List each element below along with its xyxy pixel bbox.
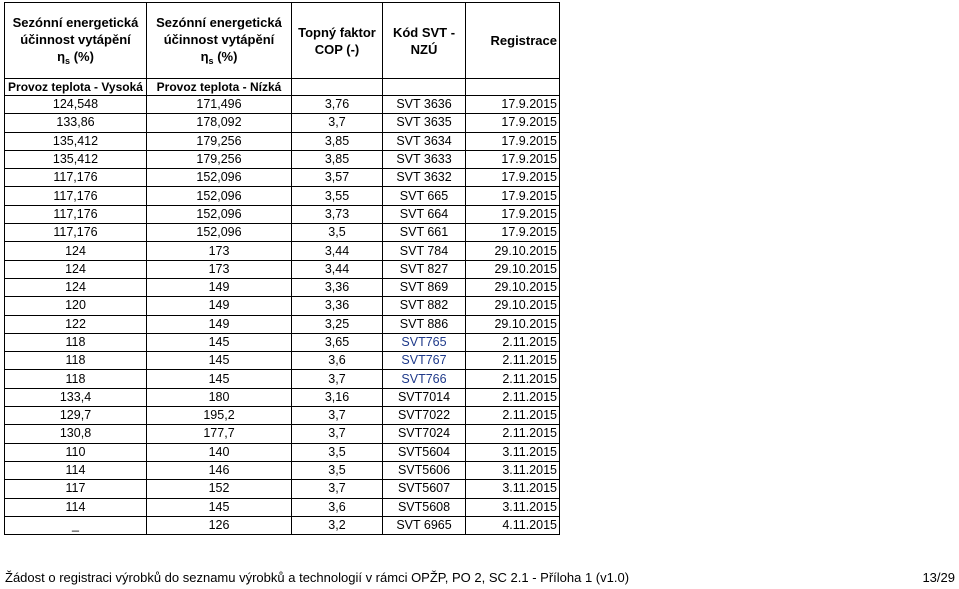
cell-efficiency-high: 124 xyxy=(5,278,147,296)
cell-svt-code: SVT5608 xyxy=(383,498,466,516)
cell-cop: 3,7 xyxy=(292,480,383,498)
cell-efficiency-high: 117,176 xyxy=(5,224,147,242)
subheader-low-temp: Provoz teplota - Nízká xyxy=(147,79,292,96)
cell-registration-date: 3.11.2015 xyxy=(466,461,560,479)
cell-efficiency-low: 149 xyxy=(147,278,292,296)
cell-cop: 3,7 xyxy=(292,425,383,443)
table-row xyxy=(5,297,560,315)
cell-efficiency-low: 146 xyxy=(147,461,292,479)
subheader-empty xyxy=(466,79,560,96)
cell-efficiency-low: 152,096 xyxy=(147,169,292,187)
cell-registration-date: 2.11.2015 xyxy=(466,407,560,425)
table-row xyxy=(5,461,560,479)
cell-svt-code: SVT 827 xyxy=(383,260,466,278)
subheader-empty xyxy=(292,79,383,96)
cell-registration-date: 17.9.2015 xyxy=(466,114,560,132)
cell-svt-code: SVT7024 xyxy=(383,425,466,443)
table-row xyxy=(5,114,560,132)
cell-efficiency-low: 145 xyxy=(147,352,292,370)
cell-svt-code: SVT5604 xyxy=(383,443,466,461)
cell-registration-date: 17.9.2015 xyxy=(466,132,560,150)
cell-efficiency-low: 179,256 xyxy=(147,150,292,168)
cell-efficiency-high: 130,8 xyxy=(5,425,147,443)
table-row xyxy=(5,352,560,370)
cell-cop: 3,85 xyxy=(292,150,383,168)
cell-efficiency-low: 180 xyxy=(147,388,292,406)
cell-svt-code[interactable]: SVT767 xyxy=(383,352,466,370)
cell-svt-code: SVT 665 xyxy=(383,187,466,205)
cell-efficiency-low: 152,096 xyxy=(147,224,292,242)
cell-svt-code: SVT 3634 xyxy=(383,132,466,150)
cell-registration-date: 3.11.2015 xyxy=(466,443,560,461)
cell-efficiency-low: 178,092 xyxy=(147,114,292,132)
cell-svt-code: SVT 869 xyxy=(383,278,466,296)
cell-efficiency-high: 110 xyxy=(5,443,147,461)
cell-cop: 3,57 xyxy=(292,169,383,187)
table-row xyxy=(5,516,560,534)
subheader-high-temp: Provoz teplota - Vysoká xyxy=(5,79,147,96)
cell-efficiency-low: 177,7 xyxy=(147,425,292,443)
cell-svt-code: SVT 886 xyxy=(383,315,466,333)
header-registration: Registrace xyxy=(466,3,560,79)
table-row xyxy=(5,370,560,388)
table-row xyxy=(5,480,560,498)
header-seasonal-efficiency-low: Sezónní energetická účinnost vytápění $\eta_s$ (%) xyxy=(147,3,292,79)
table-row xyxy=(5,425,560,443)
cell-registration-date: 2.11.2015 xyxy=(466,425,560,443)
cell-efficiency-high: 117,176 xyxy=(5,169,147,187)
footer-document-title: Žádost o registraci výrobků do seznamu výrobků a technologií v rámci OPŽP, PO 2, SC 2.1 - Příloha 1 (v1.0) xyxy=(5,570,630,585)
cell-cop: 3,36 xyxy=(292,297,383,315)
table-row xyxy=(5,315,560,333)
cell-registration-date: 17.9.2015 xyxy=(466,96,560,114)
cell-cop: 3,2 xyxy=(292,516,383,534)
table-row xyxy=(5,224,560,242)
cell-efficiency-low: 149 xyxy=(147,297,292,315)
cell-efficiency-low: 152,096 xyxy=(147,205,292,223)
cell-efficiency-high: 117 xyxy=(5,480,147,498)
cell-registration-date: 17.9.2015 xyxy=(466,205,560,223)
cell-cop: 3,55 xyxy=(292,187,383,205)
cell-registration-date: 4.11.2015 xyxy=(466,516,560,534)
cell-svt-code: SVT 6965 xyxy=(383,516,466,534)
cell-efficiency-low: 145 xyxy=(147,498,292,516)
cell-registration-date: 2.11.2015 xyxy=(466,333,560,351)
table-row xyxy=(5,205,560,223)
cell-efficiency-high: 118 xyxy=(5,352,147,370)
cell-cop: 3,6 xyxy=(292,498,383,516)
cell-efficiency-low: 179,256 xyxy=(147,132,292,150)
cell-registration-date: 17.9.2015 xyxy=(466,187,560,205)
cell-efficiency-low: 152 xyxy=(147,480,292,498)
cell-efficiency-high: 124 xyxy=(5,242,147,260)
cell-cop: 3,73 xyxy=(292,205,383,223)
energy-efficiency-table xyxy=(4,2,560,535)
cell-svt-code: SVT 3635 xyxy=(383,114,466,132)
cell-efficiency-high: _ xyxy=(5,516,147,534)
cell-cop: 3,76 xyxy=(292,96,383,114)
cell-efficiency-high: 118 xyxy=(5,370,147,388)
cell-svt-code: SVT 3636 xyxy=(383,96,466,114)
cell-efficiency-high: 122 xyxy=(5,315,147,333)
cell-registration-date: 2.11.2015 xyxy=(466,352,560,370)
table-row xyxy=(5,150,560,168)
cell-efficiency-high: 135,412 xyxy=(5,132,147,150)
cell-efficiency-low: 173 xyxy=(147,242,292,260)
cell-efficiency-low: 149 xyxy=(147,315,292,333)
cell-svt-code[interactable]: SVT765 xyxy=(383,333,466,351)
table-row xyxy=(5,333,560,351)
cell-registration-date: 29.10.2015 xyxy=(466,260,560,278)
cell-efficiency-low: 140 xyxy=(147,443,292,461)
cell-efficiency-high: 114 xyxy=(5,461,147,479)
footer-page-number: 13/29 xyxy=(922,570,955,585)
cell-cop: 3,7 xyxy=(292,370,383,388)
cell-cop: 3,7 xyxy=(292,407,383,425)
cell-cop: 3,44 xyxy=(292,260,383,278)
cell-svt-code: SVT 3632 xyxy=(383,169,466,187)
header-seasonal-efficiency-high: Sezónní energetická účinnost vytápění $\eta_s$ (%) xyxy=(5,3,147,79)
cell-cop: 3,36 xyxy=(292,278,383,296)
cell-cop: 3,25 xyxy=(292,315,383,333)
cell-efficiency-high: 133,4 xyxy=(5,388,147,406)
cell-efficiency-high: 118 xyxy=(5,333,147,351)
cell-efficiency-high: 124,548 xyxy=(5,96,147,114)
table-row xyxy=(5,187,560,205)
cell-efficiency-high: 129,7 xyxy=(5,407,147,425)
cell-efficiency-high: 120 xyxy=(5,297,147,315)
cell-registration-date: 3.11.2015 xyxy=(466,498,560,516)
cell-efficiency-low: 173 xyxy=(147,260,292,278)
cell-svt-code: SVT 3633 xyxy=(383,150,466,168)
table-row xyxy=(5,169,560,187)
cell-efficiency-low: 152,096 xyxy=(147,187,292,205)
cell-registration-date: 29.10.2015 xyxy=(466,297,560,315)
cell-efficiency-high: 117,176 xyxy=(5,187,147,205)
cell-cop: 3,6 xyxy=(292,352,383,370)
cell-svt-code: SVT 882 xyxy=(383,297,466,315)
cell-cop: 3,44 xyxy=(292,242,383,260)
cell-registration-date: 29.10.2015 xyxy=(466,315,560,333)
cell-svt-code: SVT5606 xyxy=(383,461,466,479)
cell-cop: 3,65 xyxy=(292,333,383,351)
table-row xyxy=(5,242,560,260)
cell-registration-date: 17.9.2015 xyxy=(466,150,560,168)
cell-registration-date: 17.9.2015 xyxy=(466,169,560,187)
cell-svt-code: SVT 784 xyxy=(383,242,466,260)
cell-registration-date: 29.10.2015 xyxy=(466,278,560,296)
table-row xyxy=(5,132,560,150)
cell-efficiency-low: 171,496 xyxy=(147,96,292,114)
cell-svt-code: SVT7014 xyxy=(383,388,466,406)
cell-efficiency-low: 126 xyxy=(147,516,292,534)
cell-registration-date: 17.9.2015 xyxy=(466,224,560,242)
cell-svt-code: SVT5607 xyxy=(383,480,466,498)
table-body xyxy=(5,96,560,535)
cell-svt-code: SVT7022 xyxy=(383,407,466,425)
cell-efficiency-high: 135,412 xyxy=(5,150,147,168)
cell-registration-date: 3.11.2015 xyxy=(466,480,560,498)
cell-registration-date: 2.11.2015 xyxy=(466,370,560,388)
cell-cop: 3,5 xyxy=(292,224,383,242)
table-row xyxy=(5,278,560,296)
subheader-empty xyxy=(383,79,466,96)
table-row xyxy=(5,260,560,278)
table-row xyxy=(5,388,560,406)
cell-efficiency-high: 124 xyxy=(5,260,147,278)
cell-cop: 3,5 xyxy=(292,461,383,479)
header-svt-code: Kód SVT - NZÚ xyxy=(383,3,466,79)
cell-efficiency-low: 145 xyxy=(147,370,292,388)
table-row xyxy=(5,498,560,516)
header-cop: Topný faktor COP (-) xyxy=(292,3,383,79)
cell-svt-code[interactable]: SVT766 xyxy=(383,370,466,388)
cell-efficiency-low: 145 xyxy=(147,333,292,351)
cell-registration-date: 2.11.2015 xyxy=(466,388,560,406)
cell-cop: 3,85 xyxy=(292,132,383,150)
cell-cop: 3,5 xyxy=(292,443,383,461)
cell-cop: 3,7 xyxy=(292,114,383,132)
cell-efficiency-high: 114 xyxy=(5,498,147,516)
cell-efficiency-high: 133,86 xyxy=(5,114,147,132)
cell-efficiency-high: 117,176 xyxy=(5,205,147,223)
cell-svt-code: SVT 664 xyxy=(383,205,466,223)
cell-svt-code: SVT 661 xyxy=(383,224,466,242)
cell-efficiency-low: 195,2 xyxy=(147,407,292,425)
cell-cop: 3,16 xyxy=(292,388,383,406)
table-row xyxy=(5,96,560,114)
cell-registration-date: 29.10.2015 xyxy=(466,242,560,260)
table-row xyxy=(5,443,560,461)
table-row xyxy=(5,407,560,425)
